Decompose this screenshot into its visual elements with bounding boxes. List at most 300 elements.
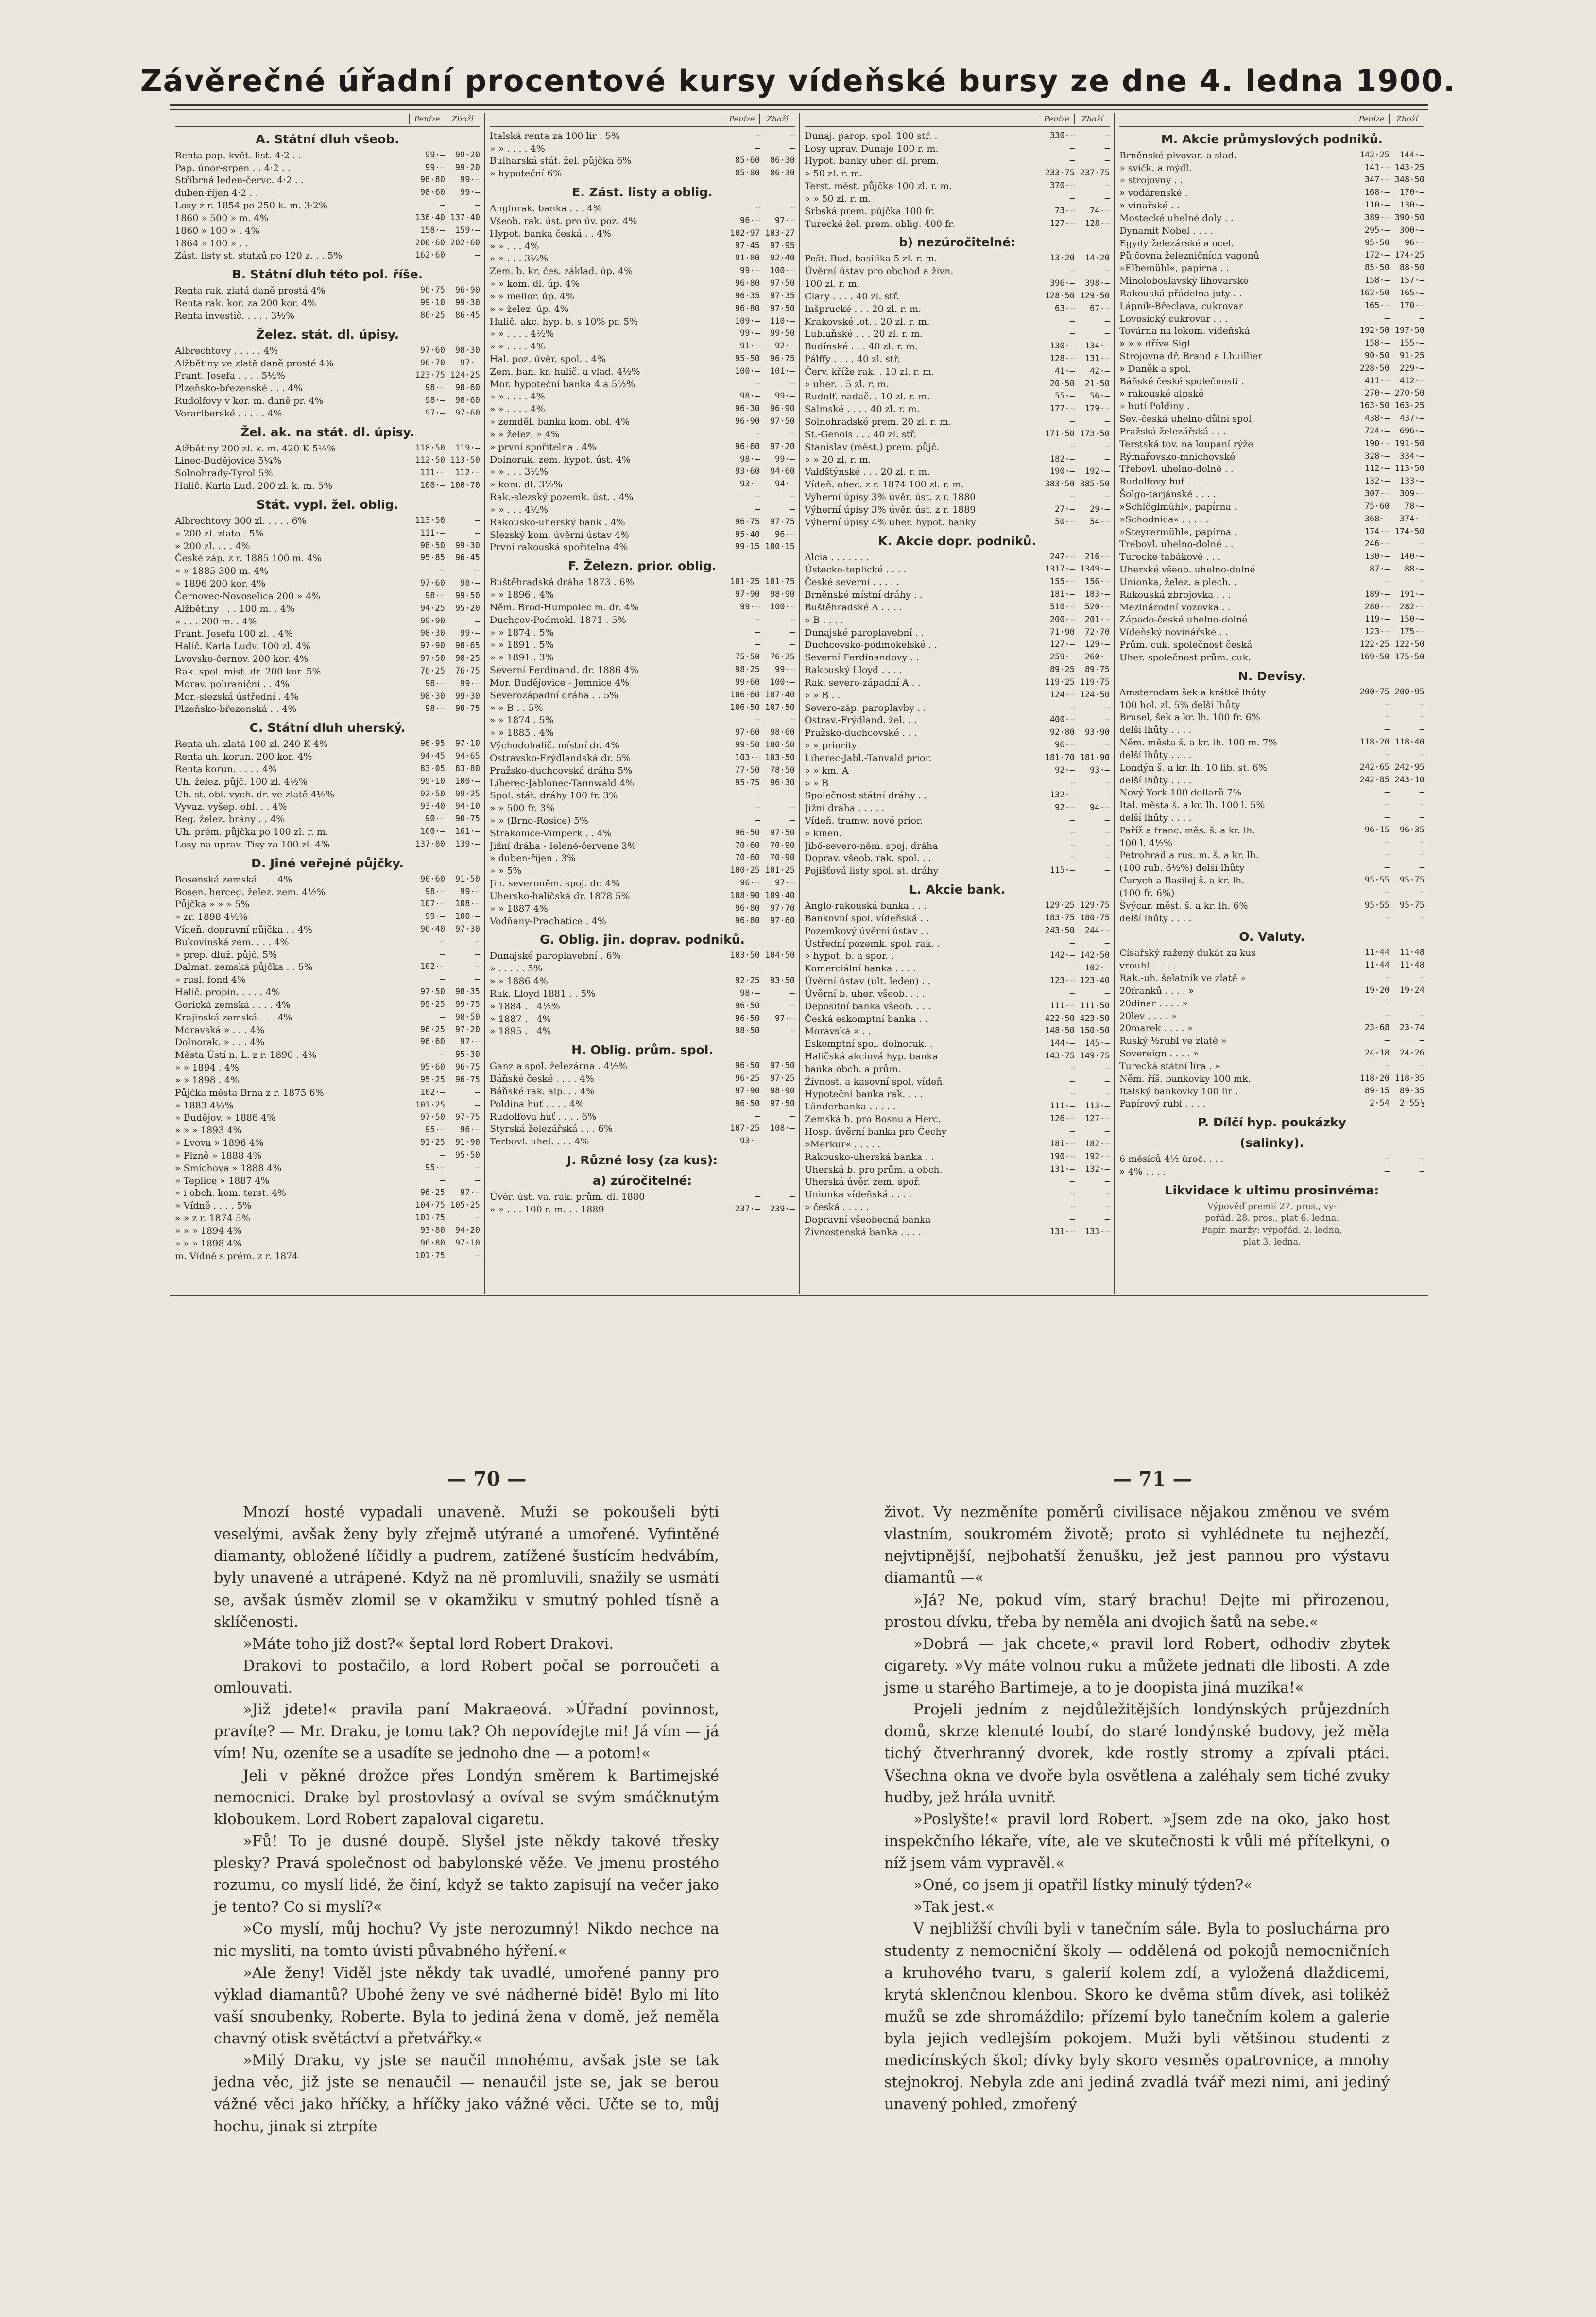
security-name: » hypoteční 6% xyxy=(490,168,562,179)
security-name: Města Ústí n. L. z r. 1890 . 4% xyxy=(175,1050,317,1061)
paragraph: »Dobrá — jak chcete,« pravil lord Robert, odhodiv zbytek cigarety. »Vy máte volnou ruku a můžete jednati dle libosti. A zde jsme u starého Bartimeje, a to je doopista jiná muzika!« xyxy=(884,1635,1390,1696)
listing-row xyxy=(805,1101,1110,1113)
security-name: » Teplice » 1887 4% xyxy=(175,1175,270,1186)
price-money: 118·50 xyxy=(415,443,445,453)
security-name: Něm. říš. bankovky 100 mk. xyxy=(1119,1073,1251,1084)
listing-row xyxy=(1119,887,1424,900)
price-money: 383·50 xyxy=(1045,479,1075,489)
security-name: Halič. Karla Lud. 200 zl. k. m. 5% xyxy=(175,481,333,492)
security-name: »Schodnica« . . . . . xyxy=(1119,514,1209,525)
price-goods: 173·50 xyxy=(1080,429,1110,439)
listing-row xyxy=(490,627,795,640)
listing-row xyxy=(805,752,1110,765)
security-name: » Lvova » 1896 4% xyxy=(175,1138,264,1149)
section-heading: N. Devisy. xyxy=(1237,669,1306,683)
security-name: 20dinar . . . . » xyxy=(1119,998,1188,1009)
price-goods: 145·— xyxy=(1084,1038,1110,1049)
price-money: 97·50 xyxy=(420,987,445,997)
price-money: 2·54 xyxy=(1370,1098,1390,1108)
price-goods: 118·40 xyxy=(1394,737,1424,747)
security-name: Petrohrad a rus. m. š. a kr. lh. xyxy=(1119,850,1259,861)
price-money: 181·— xyxy=(1049,1139,1075,1149)
price-goods: 97·50 xyxy=(770,278,795,289)
listing-row xyxy=(175,345,480,358)
security-name: delší lhůty . . . . xyxy=(1119,749,1192,761)
price-goods: 124·25 xyxy=(450,370,480,380)
paragraph: Projeli jedním z nejdůležitějších londýnských průjezdních domů, skrze klenuté loubí, do staré londýnské budovy, jež měla tichý čtverhranný dvorek, kde rostly stromy a zpívali ptáci. Všechna okna ve dvoře byla osvětlena a zaléhaly sem tiché zvuky hudby, jež hrála uvnitř. xyxy=(884,1701,1390,1806)
price-goods: 94·65 xyxy=(455,751,480,761)
listing-row xyxy=(1119,799,1424,812)
price-goods: 93·90 xyxy=(1084,727,1110,738)
security-name: Komerciální banka . . . . xyxy=(805,963,916,974)
security-name: 1864 » 100 » . . xyxy=(175,238,248,249)
security-name: Renta rak. zlatá daně prostá 4% xyxy=(175,285,326,296)
listing-row xyxy=(490,1086,795,1098)
price-money: 510·— xyxy=(1049,602,1075,612)
price-money: — xyxy=(1069,1089,1075,1099)
price-money: 96·15 xyxy=(1364,825,1390,835)
price-money: 97·90 xyxy=(420,641,445,651)
section-heading: C. Státní dluh uherský. xyxy=(249,721,406,735)
security-name: Stanislav (měst.) prem. půjč. xyxy=(805,441,940,452)
price-money: 108·90 xyxy=(730,890,760,900)
security-name: (100 fr. 6%) xyxy=(1119,887,1175,899)
listing-row xyxy=(1119,426,1424,438)
security-name: vrouhl. . . . . xyxy=(1119,960,1176,971)
security-name: » strojovny . . xyxy=(1119,175,1183,186)
listing-row xyxy=(1119,187,1424,200)
security-name: » » . . . 4% xyxy=(490,241,539,252)
listing-row xyxy=(175,776,480,789)
listing-row xyxy=(490,652,795,664)
price-goods: 192·— xyxy=(1084,1151,1110,1161)
price-goods: 165·— xyxy=(1399,288,1424,298)
security-name: Paříž a franc. měs. š. a kr. lh. xyxy=(1119,825,1255,836)
price-goods: 100·— xyxy=(455,912,480,922)
listing-row xyxy=(175,297,480,310)
price-money: 97·45 xyxy=(735,241,760,251)
price-money: 97·60 xyxy=(420,345,445,355)
listing-row xyxy=(175,1150,480,1162)
listing-row xyxy=(175,603,480,616)
price-goods: 163·25 xyxy=(1394,401,1424,411)
listing-row xyxy=(1119,998,1424,1010)
listing-row xyxy=(490,690,795,702)
security-name: Šolgo-tarjánské . . . . xyxy=(1119,489,1216,500)
price-money: 91·80 xyxy=(735,253,760,263)
price-goods: 157·— xyxy=(1399,276,1424,286)
section-heading: Stát. vypl. žel. oblig. xyxy=(256,497,399,512)
price-goods: 97·20 xyxy=(770,441,795,451)
security-name: » 4% . . . . xyxy=(1119,1166,1167,1177)
price-goods: 97·25 xyxy=(770,1073,795,1084)
security-name: Rak.-uh. šelatník ve zlatě » xyxy=(1119,973,1246,984)
security-name: Společnost státní dráhy . . xyxy=(805,790,927,801)
security-name: Mor. Budějovice - Jemnice 4% xyxy=(490,677,630,688)
top-rule xyxy=(170,104,1428,106)
price-money: 85·50 xyxy=(1364,263,1390,273)
security-name: Vodňany-Prachatice . 4% xyxy=(490,916,606,927)
price-money: 169·50 xyxy=(1359,652,1390,662)
price-money: — xyxy=(1069,143,1075,153)
listing-row xyxy=(805,403,1110,416)
listing-row xyxy=(490,589,795,602)
price-goods: — xyxy=(1419,998,1424,1008)
price-money: 123·— xyxy=(1049,976,1075,986)
security-name: (100 rub. 6½%) delší lhůty xyxy=(1119,863,1245,874)
price-goods: 191·50 xyxy=(1394,438,1424,449)
price-money: 400·— xyxy=(1049,715,1075,725)
listing-row xyxy=(1119,1010,1424,1023)
listing-row xyxy=(805,1189,1110,1201)
security-name: Egydy železárské a ocel. xyxy=(1119,238,1235,249)
price-goods: 133·— xyxy=(1399,476,1424,486)
price-goods: — xyxy=(1104,702,1110,712)
listing-row xyxy=(1119,388,1424,400)
price-money: 242·85 xyxy=(1359,775,1390,785)
price-money: 141·— xyxy=(1364,162,1390,173)
listing-row xyxy=(490,504,795,517)
price-money: 94·45 xyxy=(420,751,445,761)
security-name: Rudolfovy huť . . . . xyxy=(1119,476,1208,487)
price-goods: — xyxy=(475,949,480,959)
security-name: Dunaj. parop. spol. 100 stř. . xyxy=(805,130,938,141)
listing-row xyxy=(1119,212,1424,225)
security-name: Jibő-severo-něm. spoj. dráha xyxy=(805,840,938,851)
price-goods: — xyxy=(1419,850,1424,860)
security-name: Italská renta za 100 lir . 5% xyxy=(490,130,620,141)
listing-row xyxy=(175,285,480,297)
price-money: 113·50 xyxy=(415,515,445,525)
price-money: 118·20 xyxy=(1359,737,1390,747)
price-money: 246·— xyxy=(1364,539,1390,549)
listing-row xyxy=(805,988,1110,1001)
listing-row xyxy=(1119,300,1424,313)
price-money: 119·25 xyxy=(1045,677,1075,687)
price-goods: — xyxy=(1419,787,1424,797)
price-money: — xyxy=(1384,1154,1390,1164)
security-name: Losy na uprav. Tisy za 100 zl. 4% xyxy=(175,839,330,850)
security-name: Solnohradské prem. 20 zl. r. m. xyxy=(805,416,951,428)
price-money: — xyxy=(755,790,760,800)
note-line: plat 3. ledna. xyxy=(1243,1237,1301,1247)
listing-row xyxy=(805,602,1110,614)
listing-row xyxy=(490,765,795,778)
listing-row xyxy=(1119,862,1424,875)
listing-row xyxy=(805,416,1110,429)
price-money: 99·90 xyxy=(420,616,445,626)
price-money: — xyxy=(440,936,445,947)
listing-row xyxy=(175,382,480,395)
security-name: Eskomptní spol. dolnorak. . xyxy=(805,1038,933,1050)
price-goods: 72·70 xyxy=(1084,627,1110,637)
price-goods: 113·— xyxy=(1084,1101,1110,1111)
listing-row xyxy=(805,391,1110,403)
listing-row xyxy=(490,1001,795,1013)
price-money: 99·25 xyxy=(420,999,445,1009)
listing-row xyxy=(490,740,795,752)
listing-row xyxy=(175,653,480,666)
security-name: Hypot. banky uher. dl. prem. xyxy=(805,156,939,167)
price-money: — xyxy=(1069,815,1075,825)
listing-row xyxy=(805,253,1110,265)
listing-row xyxy=(175,949,480,962)
price-money: 122·25 xyxy=(1359,640,1390,650)
security-name: Unionka vídeňská . . . . xyxy=(805,1189,912,1200)
listing-row xyxy=(490,988,795,1001)
price-money: 93·80 xyxy=(420,1225,445,1235)
listing-row xyxy=(490,291,795,303)
listing-row xyxy=(1119,737,1424,749)
listing-row xyxy=(175,1200,480,1212)
listing-row xyxy=(490,1025,795,1038)
security-name: 100 zl. r. m. xyxy=(805,278,860,290)
listing-row xyxy=(805,1227,1110,1239)
price-goods: 11·48 xyxy=(1399,948,1424,958)
listing-row xyxy=(490,341,795,353)
price-money: 96·25 xyxy=(735,1073,760,1084)
listing-row xyxy=(490,366,795,379)
listing-row xyxy=(490,828,795,840)
price-money: — xyxy=(440,1012,445,1022)
price-money: 96·50 xyxy=(735,828,760,838)
price-goods: — xyxy=(475,1100,480,1110)
price-goods: 113·50 xyxy=(1394,464,1424,474)
listing-row xyxy=(805,504,1110,517)
price-money: 96·75 xyxy=(420,285,445,295)
price-money: 99·15 xyxy=(735,542,760,552)
price-money: — xyxy=(1384,913,1390,923)
price-goods: 242·95 xyxy=(1394,762,1424,772)
security-name: »Elbemühl«, papírna . . xyxy=(1119,263,1229,274)
price-goods: 54·— xyxy=(1090,517,1110,527)
listing-row xyxy=(805,1089,1110,1101)
price-goods: 100·70 xyxy=(450,481,480,491)
security-name: Rak. severo-západní A . . xyxy=(805,677,921,688)
security-name: » » » 1894 4% xyxy=(175,1225,242,1236)
security-name: 20franků . . . . » xyxy=(1119,985,1194,996)
security-name: Krajinská zemská . . . 4% xyxy=(175,1012,292,1023)
price-goods: — xyxy=(1104,454,1110,464)
security-name: Papírový rubl . . . . xyxy=(1119,1098,1206,1109)
price-money: — xyxy=(1384,1010,1390,1020)
security-name: Plzeňsko-březenské . . . 4% xyxy=(175,383,303,394)
price-goods: 98·25 xyxy=(455,654,480,664)
security-name: Lápník-Břeclava, cukrovar xyxy=(1119,300,1243,311)
price-goods: 74·— xyxy=(1090,206,1110,216)
price-goods: 97·35 xyxy=(770,291,795,301)
listing-row xyxy=(490,878,795,890)
price-goods: 99·50 xyxy=(455,590,480,601)
price-goods: — xyxy=(1419,576,1424,587)
listing-row xyxy=(490,963,795,975)
price-money: 63·— xyxy=(1055,303,1075,313)
listing-row xyxy=(175,813,480,826)
price-goods: 95·30 xyxy=(455,1050,480,1060)
price-goods: 150·50 xyxy=(1080,1026,1110,1036)
security-name: Gorická zemská . . . . 4% xyxy=(175,999,291,1010)
listing-row xyxy=(1119,749,1424,762)
price-goods: 98·75 xyxy=(455,704,480,714)
listing-row xyxy=(1119,972,1424,985)
price-money: — xyxy=(1384,812,1390,822)
price-money: 96·25 xyxy=(420,1188,445,1198)
security-name: Ganz a spol. železárna . 4½% xyxy=(490,1061,627,1072)
security-name: » » z r. 1874 5% xyxy=(175,1213,250,1224)
price-goods: 239·— xyxy=(770,1204,795,1214)
price-goods: 96·35 xyxy=(1399,825,1424,835)
security-name: Sev.-česká uhelno-důlní spol. xyxy=(1119,414,1254,425)
listing-row xyxy=(490,203,795,215)
price-goods: 520·— xyxy=(1084,602,1110,612)
listing-row xyxy=(1119,162,1424,175)
price-goods: — xyxy=(1104,865,1110,876)
security-name: Vídeň. dopravní půjčka . . 4% xyxy=(175,924,312,935)
security-name: Rak. Lloyd 1881 . . 5% xyxy=(490,988,596,999)
price-goods: 56·— xyxy=(1090,391,1110,401)
price-goods: 96·45 xyxy=(455,553,480,563)
price-money: 103·— xyxy=(735,752,760,762)
price-goods: 95·50 xyxy=(455,1150,480,1160)
security-name: Dopravní všeobecná banka xyxy=(805,1214,931,1225)
price-goods: — xyxy=(1104,790,1110,800)
price-goods: — xyxy=(1104,740,1110,750)
price-money: 177·— xyxy=(1049,404,1075,414)
listing-row xyxy=(1119,262,1424,275)
price-money: 99·— xyxy=(740,602,760,612)
security-name: Zem. ban. kr. halič. a vlad. 4½% xyxy=(490,366,640,377)
security-name: Alžbětiny . . . 100 m. . 4% xyxy=(175,603,295,614)
security-name: » 1883 4½% xyxy=(175,1100,234,1111)
price-goods: 334·— xyxy=(1399,451,1424,461)
listing-row xyxy=(175,1162,480,1175)
security-name: »Schlöglmühl«, papírna . xyxy=(1119,501,1237,512)
price-goods: 97·10 xyxy=(455,1238,480,1248)
listing-row xyxy=(175,395,480,408)
price-money: — xyxy=(755,803,760,813)
listing-row xyxy=(175,1250,480,1263)
listing-row xyxy=(175,455,480,467)
security-name: » » . . . . 4½% xyxy=(490,329,554,340)
listing-row xyxy=(1119,564,1424,576)
listing-row xyxy=(175,467,480,480)
listing-row xyxy=(175,174,480,187)
price-money: 307·— xyxy=(1364,489,1390,499)
listing-row xyxy=(805,180,1110,193)
price-goods: 96·75 xyxy=(455,1062,480,1072)
price-money: 396·— xyxy=(1049,278,1075,289)
price-money: 158·— xyxy=(1364,338,1390,348)
listing-row xyxy=(175,162,480,175)
price-goods: — xyxy=(789,143,795,153)
price-money: 162·60 xyxy=(415,250,445,260)
security-name: Salmské . . . . 40 zl. r. m. xyxy=(805,404,920,415)
header-goods: Zboží xyxy=(1389,114,1424,124)
price-goods: 113·50 xyxy=(450,455,480,466)
price-goods: — xyxy=(789,429,795,439)
price-goods: 97·60 xyxy=(455,408,480,418)
price-goods: 101·25 xyxy=(765,865,795,876)
price-goods: 88·— xyxy=(1405,564,1424,574)
price-money: 107·25 xyxy=(730,1124,760,1134)
security-name: Spol. stát. dráhy 100 fr. 3% xyxy=(490,790,618,801)
header-goods: Zboží xyxy=(759,114,795,124)
listing-row xyxy=(1119,699,1424,712)
price-goods: 98·30 xyxy=(455,345,480,355)
header-money: Peníze xyxy=(1039,114,1074,124)
listing-row xyxy=(1119,626,1424,639)
price-money: 96·80 xyxy=(735,303,760,313)
security-name: » 200 zl. . . . 4% xyxy=(175,540,250,552)
price-goods: — xyxy=(1419,313,1424,323)
section-heading: G. Oblig. jin. doprav. podniků. xyxy=(539,933,745,947)
listing-row xyxy=(1119,589,1424,602)
security-name: Duchcov-Podmokl. 1871 . 5% xyxy=(490,614,626,625)
security-name: Lvovsko-černov. 200 kor. 4% xyxy=(175,654,309,665)
price-money: 111·— xyxy=(1049,1101,1075,1111)
listing-row xyxy=(175,480,480,493)
security-name: Bukovinská zem. . . . 4% xyxy=(175,936,289,948)
price-money: 101·25 xyxy=(415,1100,445,1110)
price-goods: 130·— xyxy=(1399,200,1424,210)
security-name: » 200 zl. zlato . 5% xyxy=(175,528,264,539)
security-name: Krakovské lot. . 20 zl. r. m. xyxy=(805,316,930,327)
security-name: Západo-české uhelno-dolné xyxy=(1119,614,1248,625)
price-goods: — xyxy=(1419,1010,1424,1020)
listing-row xyxy=(175,1124,480,1137)
security-name: Dolnorak. » . . . 4% xyxy=(175,1037,265,1048)
price-goods: 99·30 xyxy=(455,540,480,551)
listing-row xyxy=(1119,1166,1424,1178)
security-name: banka obch. a prům. xyxy=(805,1063,901,1074)
price-goods: 96·30 xyxy=(770,778,795,788)
price-goods: 95·75 xyxy=(1399,875,1424,885)
security-name: Mor.-slezská ústřední . 4% xyxy=(175,691,299,702)
listing-row xyxy=(805,627,1110,640)
price-goods: 179·— xyxy=(1084,404,1110,414)
security-name: » » 5% xyxy=(490,865,522,877)
price-goods: 412·— xyxy=(1399,376,1424,386)
price-goods: 144·— xyxy=(1399,150,1424,160)
price-money: — xyxy=(755,715,760,725)
security-name: Unionka, želez. a plech. . xyxy=(1119,576,1237,588)
price-goods: 97·— xyxy=(460,358,480,368)
security-name: Linec-Budějovice 5¼% xyxy=(175,455,282,467)
security-name: Severní Ferdinand. dr. 1886 4% xyxy=(490,665,639,676)
price-money: 111·— xyxy=(1049,1001,1075,1011)
listing-row xyxy=(1119,350,1424,363)
listing-row xyxy=(805,130,1110,143)
listing-row xyxy=(805,925,1110,938)
price-goods: — xyxy=(1104,1202,1110,1211)
security-name: 6 měsíců 4½ úroč. . . . xyxy=(1119,1154,1224,1165)
listing-row xyxy=(805,852,1110,865)
security-name: Báňské rak. alp. . . 4% xyxy=(490,1086,595,1097)
price-money: — xyxy=(1069,1176,1075,1187)
price-goods: 170·— xyxy=(1399,300,1424,311)
security-name: » rakouské alpské xyxy=(1119,388,1204,399)
security-name: » 1895 . . 4% xyxy=(490,1026,551,1037)
security-name: Uh. st. obl. vych. dr. ve zlatě 4½% xyxy=(175,789,335,800)
listing-row xyxy=(175,666,480,678)
security-name: Něm. města š. a kr. lh. 100 m. 7% xyxy=(1119,737,1277,748)
security-name: Liberec-Jablonec-Tannwald 4% xyxy=(490,778,634,789)
price-goods: 108·— xyxy=(770,1124,795,1134)
price-goods: 99·— xyxy=(460,678,480,689)
price-money: 237·— xyxy=(735,1204,760,1214)
price-money: — xyxy=(755,429,760,439)
listing-row xyxy=(175,200,480,212)
